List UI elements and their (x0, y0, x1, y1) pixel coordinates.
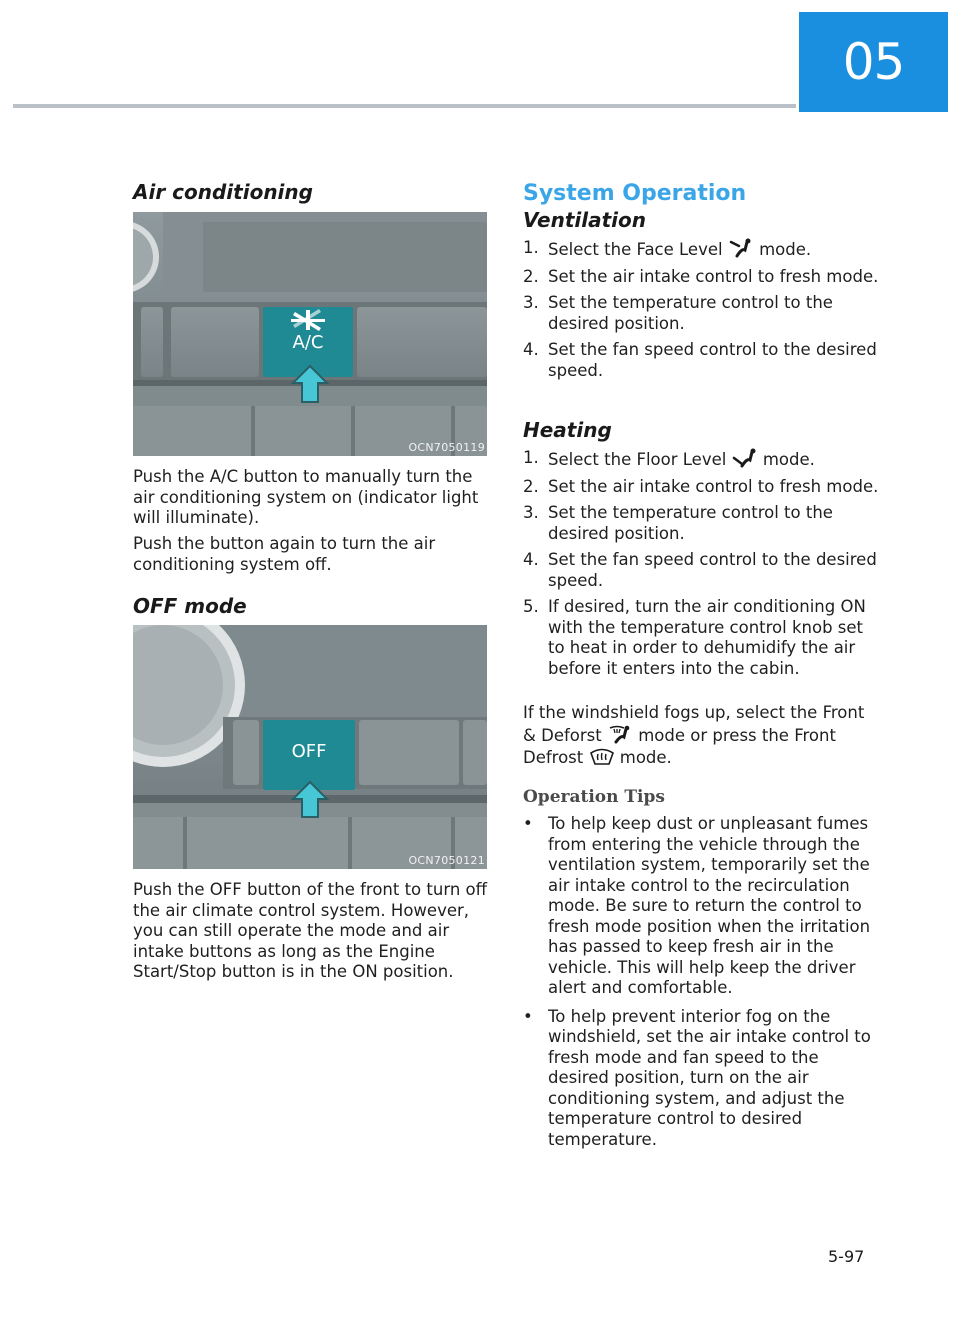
ventilation-heading: Ventilation (523, 208, 646, 232)
operation-tips-heading: Operation Tips (523, 787, 665, 807)
list-item: 4. Set the fan speed control to the desired speed. (523, 340, 877, 380)
ventilation-steps (523, 238, 879, 387)
ac-figure (133, 212, 487, 456)
list-item: 5. If desired, turn the air conditioning ON with the temperature control knob set to heat in order to dehumidify the air before it enters into the cabin. (523, 597, 866, 678)
chapter-tab: 05 (799, 12, 948, 112)
off-paragraph: Push the OFF button of the front to turn off the air climate control system. However, you can still operate the mode and air intake buttons as long as the Engine Start/Stop button is in the ON position. (133, 880, 487, 981)
ac-paragraph-1: Push the A/C button to manually turn the air conditioning system on (indicator light will illuminate). (133, 467, 479, 527)
operation-tips-list (523, 814, 879, 1156)
heating-steps (523, 448, 879, 685)
list-item: • To help keep dust or unpleasant fumes from entering the vehicle through the ventilation system, temporarily set the air intake control to the recirculation mode. Be sure to return the control to fresh mode position when the irritation has passed to keep fresh air in the vehicle. This will help keep the driver alert and comfortable. (523, 814, 871, 997)
list-item: 1. Select the Face Level mode. (523, 238, 812, 259)
front-defrost-icon (589, 746, 615, 766)
floor-level-icon (732, 448, 758, 468)
list-item: • To help prevent interior fog on the windshield, set the air intake control to fresh mode and fan speed to the desired position, turn on the air conditioning system, and adjust the temperature control to desired temperature. (523, 1006, 871, 1149)
page-number: 5-97 (828, 1247, 865, 1266)
list-item: 3. Set the temperature control to the desired position. (523, 293, 833, 333)
header-rule (13, 104, 796, 108)
ac-figure-code: OCN7050119 (408, 441, 485, 454)
heating-heading: Heating (523, 418, 612, 442)
list-item: 1. Select the Floor Level mode. (523, 448, 815, 469)
ac-heading: Air conditioning (133, 180, 313, 204)
ac-button-label: A/C (292, 332, 324, 353)
defrost-paragraph: If the windshield fogs up, select the Front & Deforst mode or press the Front Defrost mode. (523, 703, 865, 767)
off-heading: OFF mode (133, 594, 247, 618)
list-item: 4. Set the fan speed control to the desired speed. (523, 550, 877, 590)
face-level-icon (728, 238, 754, 258)
off-button-label: OFF (291, 741, 327, 762)
ac-paragraph-2: Push the button again to turn the air conditioning system off. (133, 534, 436, 574)
off-figure (133, 625, 487, 869)
front-and-defrost-icon (607, 724, 633, 744)
section-title: System Operation (523, 181, 747, 206)
list-item: 2. Set the air intake control to fresh mode. (523, 266, 879, 286)
list-item: 2. Set the air intake control to fresh mode. (523, 476, 879, 496)
list-item: 3. Set the temperature control to the desired position. (523, 503, 833, 543)
off-figure-code: OCN7050121 (408, 854, 485, 867)
